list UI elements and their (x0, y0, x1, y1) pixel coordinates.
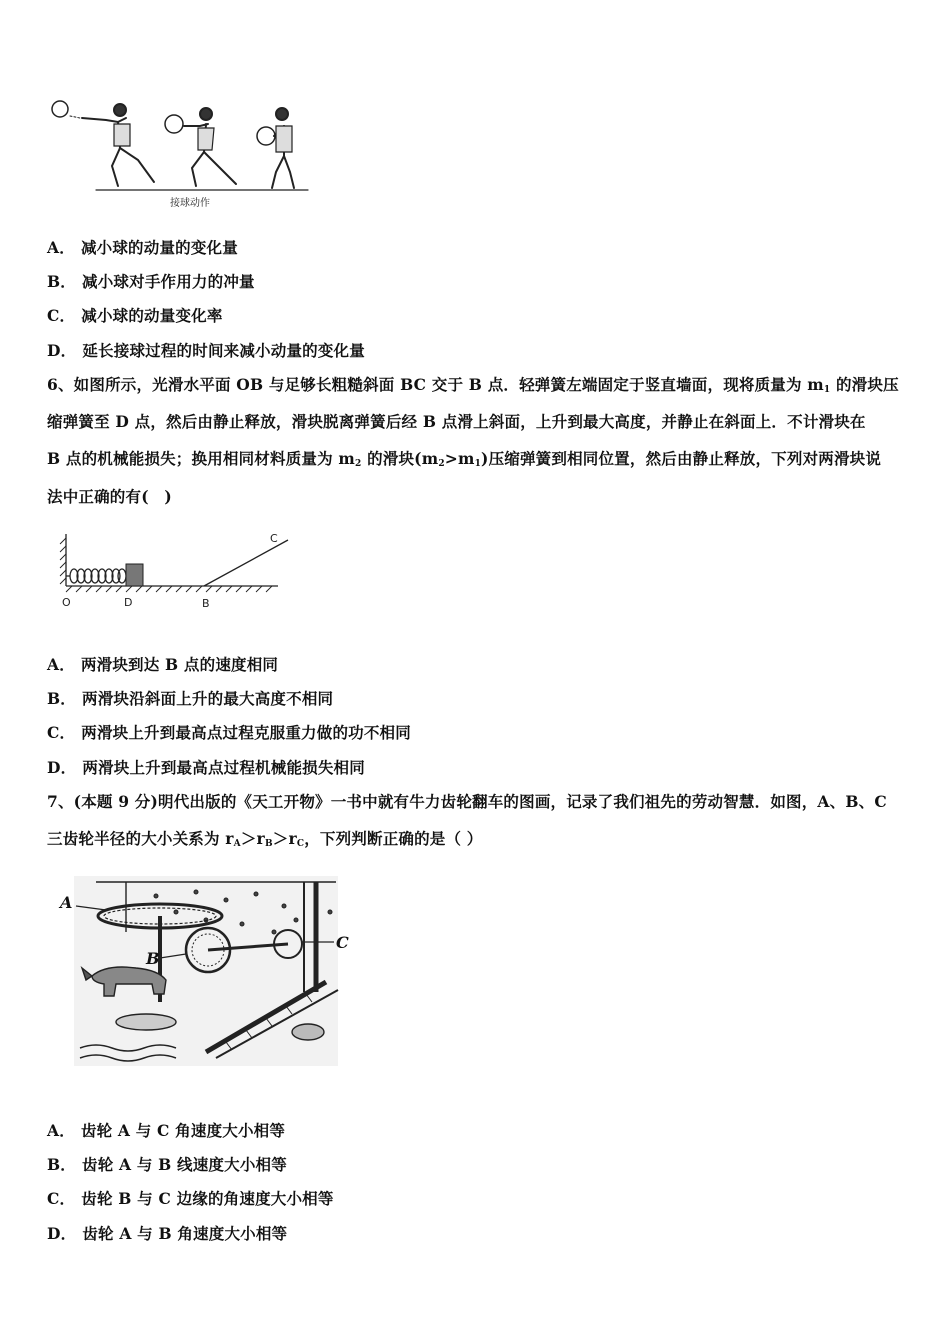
option-b: B． 减小球对手作用力的冲量 (47, 272, 255, 291)
q6-stem-line1: 6、如图所示，光滑水平面 OB 与足够长粗糙斜面 BC 交于 B 点．轻弹簧左端固定于竖直墙面，现将质量为 $m_1$ 的滑块压 (47, 375, 899, 395)
q6-stem-line3: B 点的机械能损失；换用相同材料质量为 $m_2$ 的滑块$(m_2>m_1)$压缩弹簧到相同位置，然后由静止释放，下列对两滑块说 (47, 449, 882, 469)
point-o-label: O (62, 596, 71, 609)
q6-stem-line4: 法中正确的有( ) (47, 487, 172, 506)
gear-b-label: B (146, 949, 160, 968)
q7-stem-line2: 三齿轮半径的大小关系为 $r_A>r_B>r_C$，下列判断正确的是（ ） (47, 829, 483, 849)
ox-gear-waterwheel-figure (56, 872, 358, 1072)
option-d: D． 延长接球过程的时间来减小动量的变化量 (47, 341, 365, 360)
option-d: D． 两滑块上升到最高点过程机械能损失相同 (47, 758, 365, 777)
catch-ball-figure (46, 96, 316, 214)
gear-c-label: C (336, 933, 349, 952)
gear-a-label: A (60, 893, 73, 912)
option-c: C． 减小球的动量变化率 (47, 306, 223, 325)
option-b: B． 齿轮 A 与 B 线速度大小相等 (47, 1155, 287, 1174)
point-b-label: B (202, 597, 210, 610)
q7-stem-line1: 7、(本题 9 分)明代出版的《天工开物》一书中就有牛力齿轮翻车的图画，记录了我们祖先的劳动智慧．如图，A、B、C (47, 792, 887, 811)
figure-caption: 接球动作 (170, 198, 210, 209)
option-a: A． 减小球的动量的变化量 (47, 238, 238, 257)
option-c: C． 两滑块上升到最高点过程克服重力做的功不相同 (47, 723, 411, 742)
point-d-label: D (124, 596, 133, 609)
option-b: B． 两滑块沿斜面上升的最大高度不相同 (47, 689, 334, 708)
option-d: D． 齿轮 A 与 B 角速度大小相等 (47, 1224, 288, 1243)
option-a: A． 齿轮 A 与 C 角速度大小相等 (47, 1121, 286, 1140)
option-a: A． 两滑块到达 B 点的速度相同 (47, 655, 279, 674)
option-c: C． 齿轮 B 与 C 边缘的角速度大小相等 (47, 1189, 334, 1208)
spring-slope-figure (58, 528, 298, 614)
q6-stem-line2: 缩弹簧至 D 点，然后由静止释放，滑块脱离弹簧后经 B 点滑上斜面，上升到最大高度，并静止在斜面上．不计滑块在 (47, 412, 866, 431)
point-c-label: C (270, 532, 278, 545)
